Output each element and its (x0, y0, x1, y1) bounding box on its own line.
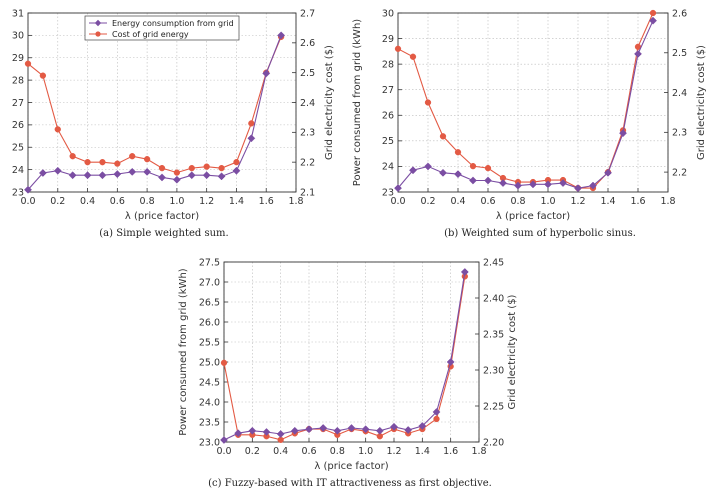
y-tick-label-left: 25 (11, 142, 24, 154)
x-tick-label: 1.6 (443, 446, 459, 457)
x-tick-label: 0.2 (420, 196, 436, 207)
x-tick-label: 0.0 (20, 196, 36, 207)
y-tick-label-left: 26.5 (198, 297, 220, 309)
caption-b: (b) Weighted sum of hyperbolic sinus. (444, 228, 636, 239)
energy-data-point (220, 436, 227, 443)
y-axis-label-right: Grid electricity cost ($) (324, 45, 335, 160)
y-tick-label-left: 29 (11, 53, 24, 65)
plot-frame (224, 262, 479, 442)
y-tick-label-left: 26 (381, 110, 394, 122)
x-tick-label: 1.0 (540, 196, 556, 207)
x-tick-label: 1.2 (199, 196, 215, 207)
y-tick-label-left: 24 (381, 161, 394, 173)
y-tick-label-right: 2.7 (300, 8, 316, 20)
x-axis-label: λ (price factor) (314, 461, 389, 472)
y-tick-label-left: 27 (381, 85, 394, 97)
y-tick-label-right: 2.35 (483, 329, 505, 341)
cost-series-line (224, 276, 465, 439)
energy-data-point (305, 426, 312, 433)
y-tick-label-right: 2.4 (672, 87, 688, 99)
y-tick-label-left: 31 (11, 8, 24, 20)
legend-entry-label: Cost of grid energy (112, 30, 189, 39)
y-tick-label-left: 23 (381, 187, 394, 199)
y-tick-label-right: 2.2 (300, 157, 316, 169)
x-axis-label: λ (price factor) (495, 211, 571, 222)
cost-data-point (221, 360, 227, 366)
y-tick-label-right: 2.25 (483, 401, 505, 413)
y-tick-label-left: 27.0 (198, 277, 220, 289)
x-tick-label: 0.0 (216, 446, 232, 457)
y-tick-label-left: 28 (11, 75, 24, 87)
energy-data-point (277, 430, 284, 437)
x-tick-label: 0.8 (510, 196, 526, 207)
y-tick-label-right: 2.45 (483, 257, 505, 269)
y-tick-label-right: 2.2 (672, 167, 688, 179)
y-tick-label-right: 2.6 (672, 8, 688, 20)
y-tick-label-left: 29 (381, 33, 394, 45)
x-tick-label: 0.8 (329, 446, 345, 457)
x-tick-label: 1.8 (660, 196, 676, 207)
y-tick-label-right: 2.5 (300, 67, 316, 79)
y-axis-label-left: Power consumed from grid (kWh) (352, 18, 363, 187)
x-tick-label: 0.8 (139, 196, 155, 207)
x-tick-label: 1.0 (169, 196, 185, 207)
energy-data-point (376, 427, 383, 434)
y-tick-label-left: 25 (381, 136, 394, 148)
x-tick-label: 1.6 (258, 196, 274, 207)
y-tick-label-left: 24.5 (198, 377, 220, 389)
x-tick-label: 1.8 (471, 446, 487, 457)
y-tick-label-left: 27.5 (198, 257, 220, 269)
x-tick-label: 0.6 (480, 196, 496, 207)
y-tick-label-left: 30 (381, 8, 394, 20)
x-tick-label: 0.4 (80, 196, 96, 207)
x-tick-label: 0.6 (301, 446, 317, 457)
cost-data-point (434, 416, 440, 422)
y-tick-label-left: 26 (11, 120, 24, 132)
y-tick-label-right: 2.1 (300, 187, 316, 199)
x-tick-label: 0.2 (244, 446, 260, 457)
y-tick-label-left: 25.5 (198, 337, 220, 349)
x-tick-label: 0.2 (50, 196, 66, 207)
x-tick-label: 1.8 (288, 196, 304, 207)
y-tick-label-left: 23.5 (198, 417, 220, 429)
x-tick-label: 1.0 (358, 446, 374, 457)
y-tick-label-right: 2.5 (672, 48, 688, 60)
x-tick-label: 1.2 (386, 446, 402, 457)
y-tick-label-right: 2.30 (483, 365, 505, 377)
y-tick-label-left: 23.0 (198, 437, 220, 449)
y-tick-label-left: 27 (11, 97, 24, 109)
y-tick-label-left: 24 (11, 164, 24, 176)
y-tick-label-right: 2.3 (672, 127, 688, 139)
x-tick-label: 0.4 (273, 446, 289, 457)
x-tick-label: 1.4 (600, 196, 616, 207)
y-tick-label-left: 28 (381, 59, 394, 71)
x-tick-label: 0.4 (450, 196, 466, 207)
y-tick-label-right: 2.20 (483, 437, 505, 449)
x-tick-label: 1.4 (414, 446, 430, 457)
legend-entry-label: Energy consumption from grid (112, 19, 234, 28)
y-axis-label-right: Grid electricity cost ($) (696, 45, 707, 160)
energy-series-line (224, 272, 465, 440)
y-axis-label-right: Grid electricity cost ($) (507, 294, 518, 410)
caption-c: (c) Fuzzy-based with IT attractiveness as first objective. (208, 478, 492, 489)
y-tick-label-left: 26.0 (198, 317, 220, 329)
y-tick-label-right: 2.3 (300, 127, 316, 139)
y-tick-label-left: 30 (11, 30, 24, 42)
caption-a: (a) Simple weighted sum. (99, 228, 229, 239)
x-tick-label: 1.6 (630, 196, 646, 207)
x-tick-label: 0.6 (109, 196, 125, 207)
y-tick-label-left: 25.0 (198, 357, 220, 369)
y-tick-label-right: 2.4 (300, 97, 316, 109)
y-tick-label-left: 24.0 (198, 397, 220, 409)
x-tick-label: 1.4 (228, 196, 244, 207)
x-axis-label: λ (price factor) (124, 211, 200, 222)
x-tick-label: 1.2 (570, 196, 586, 207)
y-tick-label-right: 2.40 (483, 293, 505, 305)
x-tick-label: 0.0 (390, 196, 406, 207)
y-axis-label-left: Power consumed from grid (kWh) (178, 268, 189, 436)
y-tick-label-right: 2.6 (300, 38, 316, 50)
y-tick-label-left: 23 (11, 187, 24, 199)
